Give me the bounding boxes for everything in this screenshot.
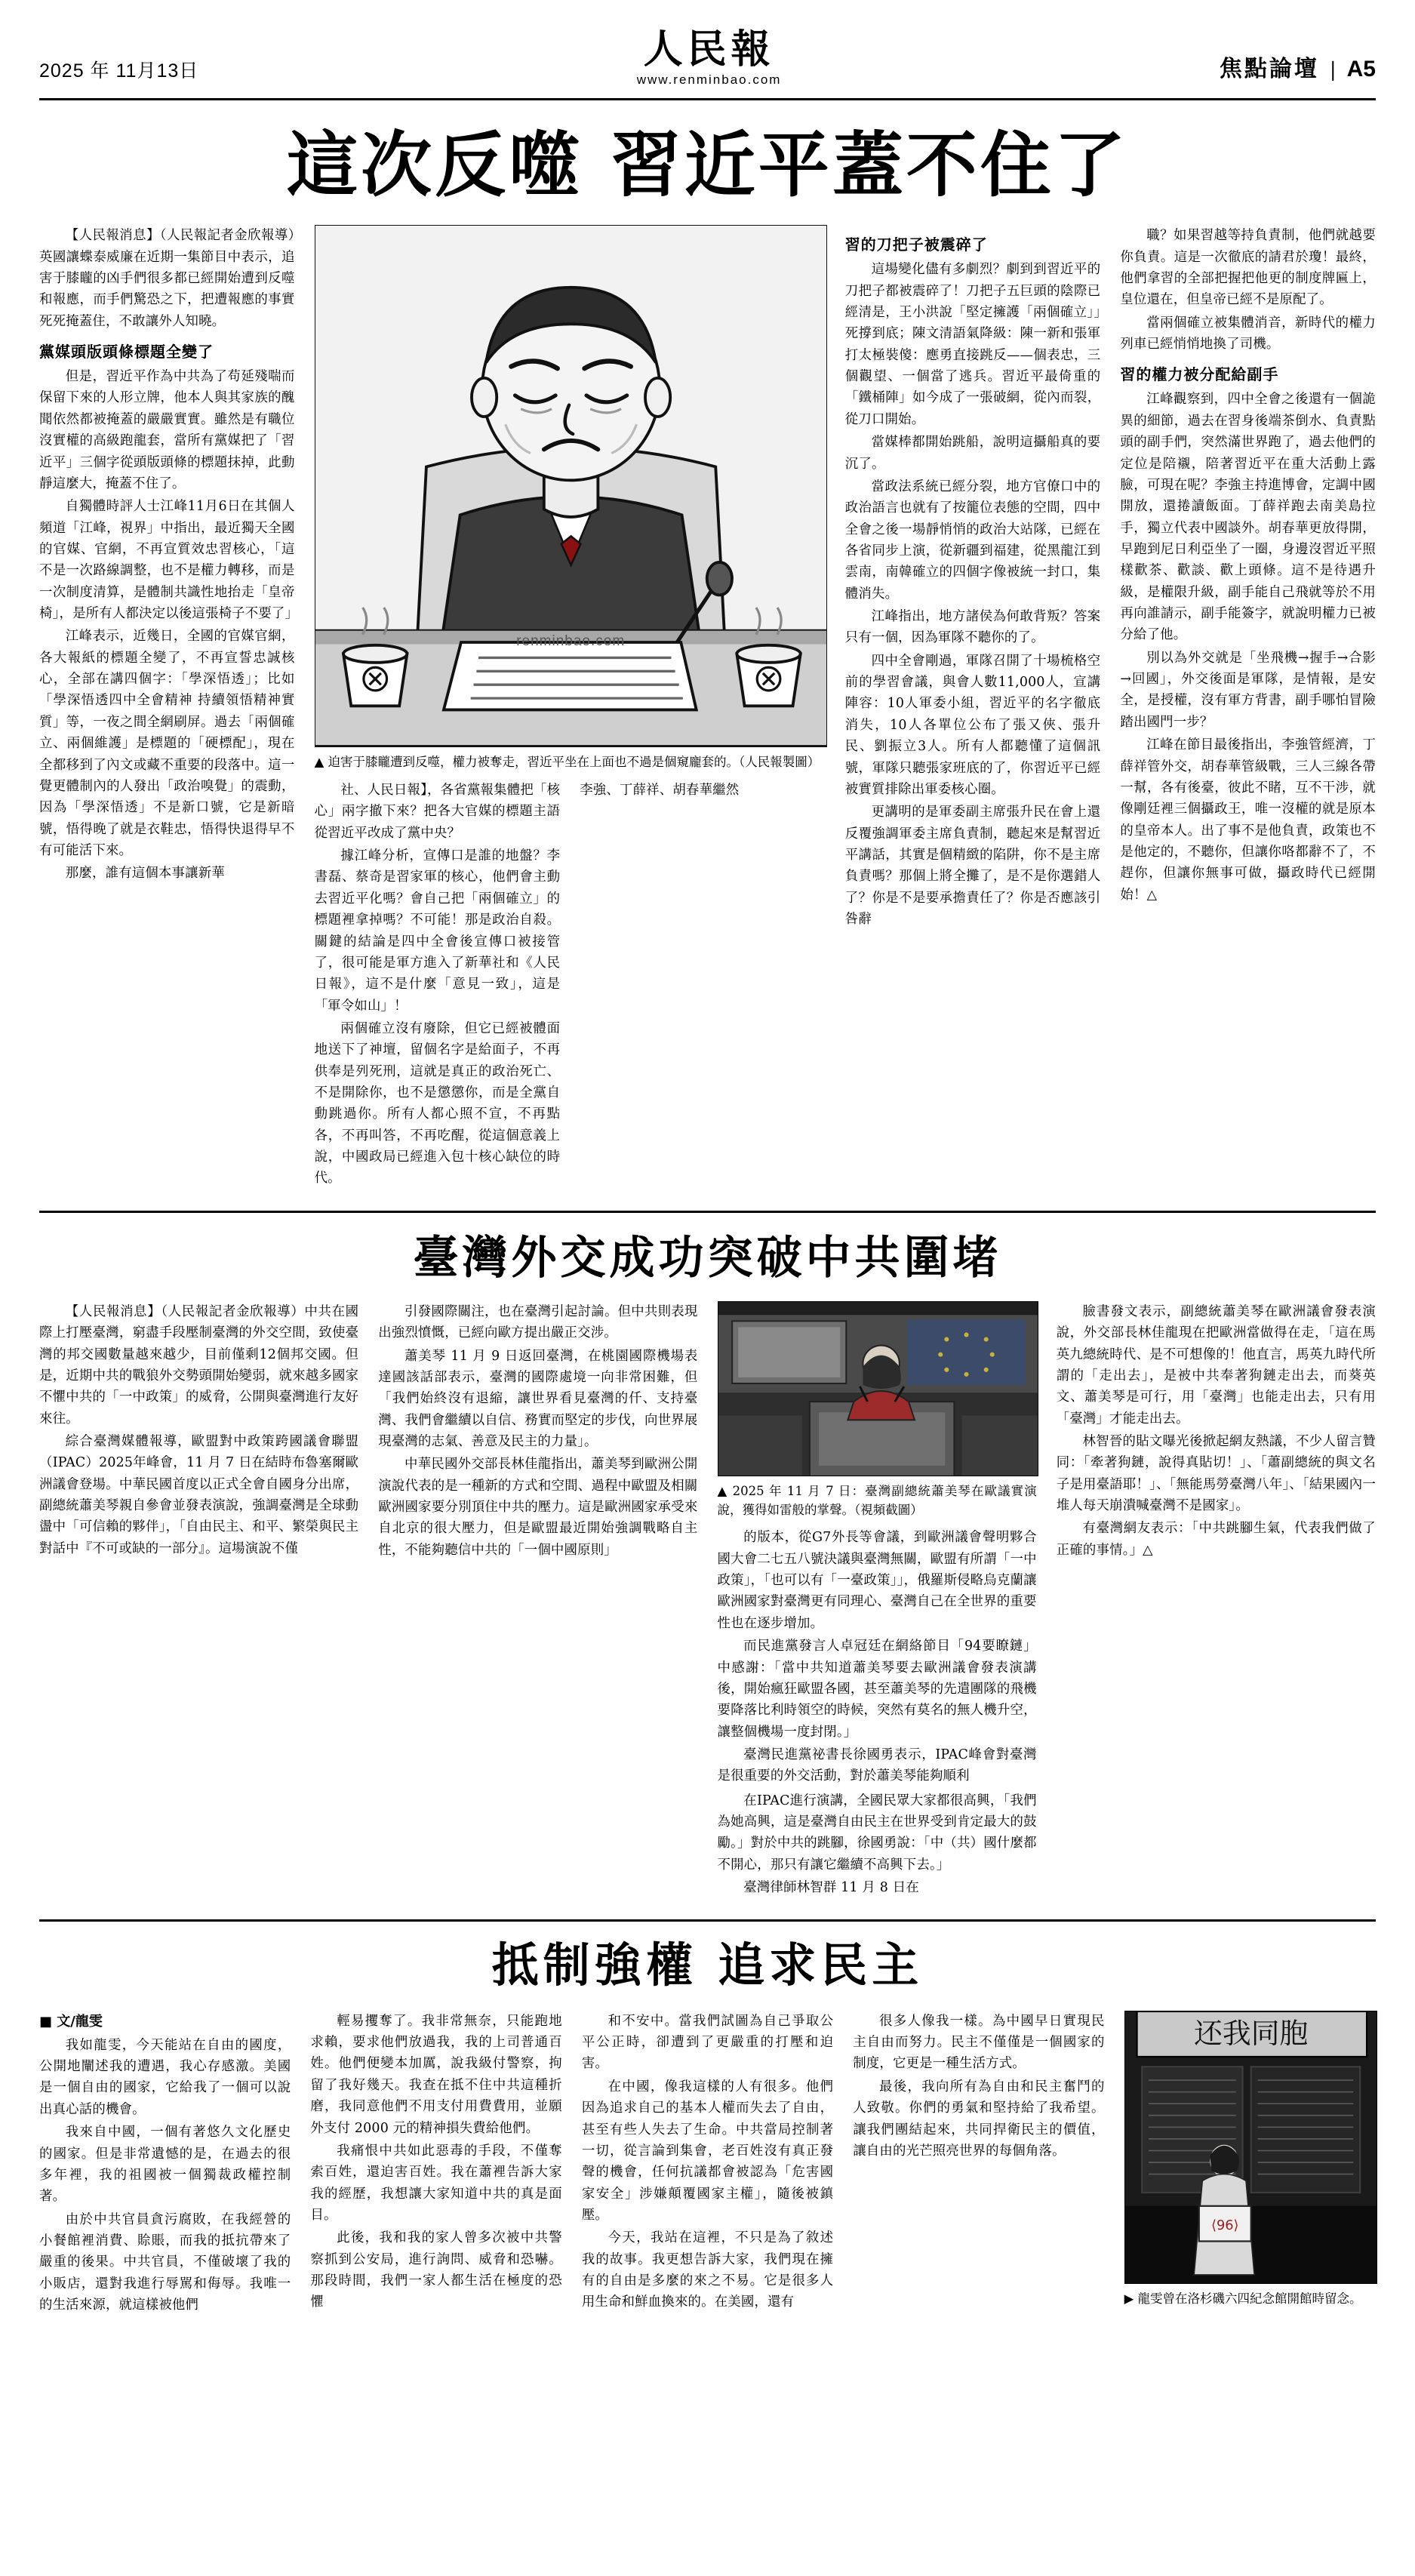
paragraph: 輕易攫奪了。我非常無奈，只能跑地求賴，要求他們放過我，我的上司普通百姓。他們便變本加厲，說我級付警察，拘留了我好幾天。我查在抵不住中共這種折磨，我同意他們不用支付用費費用，並願外支付 2000 元的精神損失費給他們。 — [310, 2013, 562, 2136]
article3-photo-column — [1124, 2011, 1376, 2316]
article1-figure-column — [315, 225, 826, 1191]
section-divider-1 — [39, 1211, 1376, 1213]
paragraph: 自獨體時評人士江峰11月6日在其個人頻道「江峰，視界」中指出，最近獨天全國的官媒、官網，不再宣質效忠習核心，「這不是一次路線調整，也不是權力轉移，而是一次制度清算，是體制共識性地抬走「皇帝椅」，是所有人都決定以後這張椅子不要了」 — [39, 499, 299, 622]
article2-column-4 — [1057, 1301, 1376, 1562]
article2-headline: 臺灣外交成功突破中共圍堵 — [413, 1231, 1002, 1285]
masthead — [39, 27, 1376, 100]
section-divider-2 — [39, 1919, 1376, 1922]
paragraph: 江峰觀察到，四中全會之後還有一個詭異的細節，過去在習身後端茶倒水、負責點頭的副手們，突然滿世界跑了，過去他們的定位是陪襯，陪著習近平在重大活動上露臉，可現在呢？李強主持進博會，定調中國開放，還捲讀飯面。丁薛祥跑去南美島拉手，獨立代表中國談外。胡春華更放得開，早跑到尼日利亞坐了一圈，身邊沒習近平照樣歡茶、歡談、歡上頭條。這不是待遇升級，是權限升級，副手能自己飛就等於不用再向誰請示，副手能簽字，就說明權力已被分給了他。 — [1120, 392, 1376, 643]
article1-column-2 — [315, 780, 561, 1191]
article3-columns — [39, 2011, 1376, 2318]
paragraph: 職？如果習越等持負責制，他們就越要你負責。這是一次徹底的請君於瓊！最終，他們拿習的全部把握把他更的制度牌匾上，皇位還在，但皇帝已經不是原配了。 — [1120, 228, 1376, 308]
paragraph: 我來自中國，一個有著悠久文化歷史的國家。但是非常遺憾的是，在過去的很多年裡，我的祖國被一個獨裁政權控制著。 — [39, 2125, 291, 2205]
paragraph: 江峰表示，近幾日，全國的官媒官網，各大報紙的標題全變了，不再宣誓忠誠核心，全部在講四個字：「學深悟透」；比如「學深悟透四中全會精神 持續領悟精神實質」等，一夜之間全網刷屏。過去「兩個確立、兩個維護」是標題的「硬標配」，現在全都移到了內文或藏不重要的段落中。這一覺更體制內的人發出「政治嗅覺」的震動，因為「學深悟透」不是新口號，它是新暗號，悟得晚了就是衣鞋忠，悟得快退得早不有可能活下來。 — [39, 629, 295, 858]
section-name: 焦點論壇 — [1219, 56, 1319, 82]
article1-figure-caption: ▲ 迫害于膝矓遭到反噬，權力被奪走，習近平坐在上面也不過是個窺龐套的。（人民報製圖） — [314, 755, 820, 770]
paragraph: 臉書發文表示，副總統蕭美琴在歐洲議會發表演說，外交部長林佳龍現在把歐洲當做得在走，「這在馬英九總統時代、是不可想像的！他直言，馬英九時代所謂的「走出去」，是被中共奉著狗鏈走出去，而葵英文、蕭美琴是可行，用「臺灣」也能走出去，只有用「臺灣」才能走出去。 — [1056, 1303, 1376, 1426]
article3-author: ■ 文/龍雯 — [39, 2013, 103, 2030]
article2-columns — [39, 1301, 1376, 1789]
article1-subhead-1: 黨媒頭版頭條標題全變了 — [39, 343, 214, 362]
cartoon-watermark: renminbao.com — [516, 633, 626, 650]
svg-text:还我同胞: 还我同胞 — [1193, 2016, 1308, 2050]
paragraph: 當媒棒都開始跳船，說明這攝船真的要沉了。 — [844, 435, 1101, 472]
article1-sub-columns — [315, 780, 826, 1191]
article1-cartoon-figure — [315, 225, 827, 747]
paragraph: 在中國，像我這樣的人有很多。他們因為追求自己的基本人權而失去了自由，甚至有些人失去了生命。中共當局控制著一切，從言論到集會，老百姓沒有真正發聲的機會，任何抗議都會被認為「危害國家安全」涉嫌顛覆國家主權」，隨後被鎮壓。 — [581, 2079, 834, 2223]
article2-photo — [718, 1301, 1038, 1476]
article3-photo-caption: ▶ 龍雯曾在洛杉磯六四紀念館開館時留念。 — [1124, 2291, 1362, 2306]
paragraph: 綜合臺灣媒體報導，歐盟對中政策跨國議會聯盟（IPAC）2025年峰會，11 月 7 日在結時布魯塞爾歐洲議會登場。中華民國首度以正式全會自國身分出席，副總統蕭美琴親自參會並發表演說，強調臺灣是全球動盪中「可信賴的夥伴」，「自由民主、和平、繁榮與民主對話中『不可或缺的一部分』。這場演說不僅 — [39, 1434, 359, 1556]
article1-subhead-2: 習的刀把子被震碎了 — [844, 235, 988, 254]
article2-column-3-tail — [718, 1790, 1037, 1900]
paragraph: 更講明的是軍委副主席張升民在會上還反覆強調軍委主席負責制，聽起來是幫習近平講話，其實是個精緻的陷阱，你不是主席負責嗎？那個上將全攤了，是不是你選錯人了？你是不是要承擔責任了？你是否應該引咎辭 — [844, 805, 1101, 928]
article2 — [39, 1233, 1376, 1900]
masthead-logo-block — [198, 27, 1220, 88]
article2-tail-columns — [39, 1790, 1376, 1900]
paragraph: 【人民報消息】（人民報記者金欣報導）中共在國際上打壓臺灣，窮盡手段壓制臺灣的外交空間，致使臺灣的邦交國數量越來越少，目前僅剩12個邦交國。但是，近期中共的戰狼外交勢頭開始變弱，就來越多國家不懼中共的「一中政策」的威脅，公開與臺灣進行友好來往。 — [39, 1303, 359, 1426]
article1-columns — [39, 225, 1376, 1191]
photo-parliament-speech — [718, 1302, 1038, 1476]
paragraph: 江峰指出，地方諸侯為何敢背叛？答案只有一個，因為軍隊不聽你的了。 — [844, 609, 1101, 646]
paragraph: 中華民國外交部長林佳龍指出，蕭美琴到歐洲公開演說代表的是一種新的方式和空間、過程中歐盟及相關歐洲國家要分別頂住中共的壓力。這是歐洲國家承受來自北京的很大壓力，但是歐盟最近開始強調戰略自主性，不能夠聽信中共的「一個中國原則」 — [378, 1457, 698, 1558]
paragraph: 這場變化儘有多劇烈？劇到到習近平的刀把子都被震碎了！刀把子五巨頭的陰際已經清是，王小洪說「堅定擁護「兩個確立」」死撐到底；陳文清語氣降級：陳一新和張軍打太極裝傻：應勇直接跳反——個表忠，三個觀望、一個當了逃兵。習近平最倚重的「鐵桶陣」如今成了一張破網，從內而裂，從刀口開始。 — [844, 262, 1101, 427]
paragraph: 今天，我站在這裡，不只是為了敘述我的故事。我更想告訴大家，我們現在擁有的自由是多麼的來之不易。它是很多人用生命和鮮血換來的。在美國，還有 — [581, 2230, 834, 2310]
paragraph: 別以為外交就是「坐飛機→握手→合影→回國」，外交後面是軍隊，是情報，是安全，是授權，沒有軍方背書，副手哪怕冒險踏出國門一步？ — [1120, 650, 1376, 730]
paragraph: 的版本，從G7外長等會議，到歐洲議會聲明夥合國大會二七五八號決議與臺灣無關，歐盟有所謂「一中政策」，「也可以有「一臺政策」」，俄羅斯侵略烏克蘭讓歐洲國家對臺灣更有同理心、臺灣自己在全世界的重要性也在逐步增加。 — [717, 1530, 1037, 1631]
paragraph: 四中全會剛過，軍隊召開了十場梳格空前的學習會議，與會人數11,000人，宣講陣容：10人軍委小組，習近平的名字徹底消失，10人各單位公布了張又俠、張升民、劉振立3人。所有人都聽懂了這個訊號，軍隊只聽張家班底的了，你習近平已經被實質排除出軍委核心圈。 — [844, 653, 1101, 797]
paragraph: 兩個確立沒有廢除，但它已經被體面地送下了神壇，留個名字是給面子，不再供奉是列死刑，這就是真正的政治死亡、不是開除你，也不是懲懲你，而是全黨自動跳過你。所有人都心照不宣，不再點各，不再叫答，不再吃醒，從這個意義上說，中國政局已經進入包十核心缺位的時代。 — [314, 1020, 561, 1186]
paragraph: 最後，我向所有為自由和民主奮鬥的人致敬。你們的勇氣和堅持給了我希望。讓我們團結起來，共同捍衛民主的價值，讓自由的光芒照亮世界的每個角落。 — [853, 2079, 1105, 2159]
paragraph: 【人民報消息】（人民報記者金欣報導）英國讓蝶泰威廉在近期一集節目中表示，追害于膝矓的凶手們很多都已經開始遭到反噬和報應，而手們驚恐之下，把遭報應的事實死死掩蓋住，不敢讓外人知曉。 — [39, 228, 295, 329]
article1-column-4 — [845, 225, 1101, 931]
article1-column-5 — [1120, 225, 1376, 907]
article1-subhead-3: 習的權力被分配給副手 — [1120, 365, 1279, 384]
paragraph: 此後，我和我的家人曾多次被中共警察抓到公安局，進行詢問、威脅和恐嚇。那段時間，我們一家人都生活在極度的恐懼 — [310, 2230, 562, 2310]
paragraph: 臺灣民進黨祕書長徐國勇表示，IPAC峰會對臺灣是很重要的外交活動，對於蕭美琴能夠順利 — [717, 1747, 1037, 1784]
article1-column-1 — [39, 225, 299, 885]
paragraph: 很多人像我一樣。為中國早日實現民主自由而努力。民主不僅僅是一個國家的制度，它更是一種生活方式。 — [853, 2013, 1105, 2072]
paragraph: 李強、丁薛祥、胡春華繼然 — [580, 783, 740, 799]
article1-headline: 這次反噬 習近平蓋不住了 — [287, 125, 1128, 207]
publication-date: 2025 年 11月13日 — [39, 60, 199, 82]
paragraph: 社、人民日報】，各省黨報集體把「核心」兩字撤下來？把各大官媒的標題主語從習近平改成了黨中央？ — [314, 783, 561, 841]
paragraph: 當政法系統已經分裂，地方官僚口中的政治語言也就有了按籠位表態的空間，四中全會之後一場靜悄悄的政治大站隊，已經在各省同步上演，從新疆到福建，從黑龍江到雲南，南韓確立的四個字像被統一封口，集體消失。 — [844, 479, 1101, 602]
paragraph: 據江峰分析，宣傳口是誰的地盤？李書磊、蔡奇是習家軍的核心，他們會主動去習近平化嗎？會自己把「兩個確立」的標題裡拿掉嗎？不可能！那是政治自殺。關鍵的結論是四中全會後宣傳口被接管了，很可能是軍方進入了新華社和《人民日報》，這不是什麼「意見一致」，這是「軍令如山」！ — [314, 848, 561, 1014]
photo-memorial-museum — [1125, 2011, 1377, 2283]
article3-column-2 — [310, 2011, 561, 2315]
article2-column-1 — [39, 1301, 358, 1561]
article3-column-3 — [582, 2011, 833, 2315]
page-number: A5 — [1346, 57, 1376, 82]
paragraph: 臺灣律師林智群 11 月 8 日在 — [743, 1880, 919, 1896]
paragraph: 而民進黨發言人卓冠廷在網絡節目「94要瞭鏈」中感謝：「當中共知道蕭美琴要去歐洲議會發表演講後，開始瘋狂歐盟各國，甚至蕭美琴的先遣團隊的飛機要降落比利時領空的時候，突然有莫名的無人機升空，讓整個機場一度封閉。」 — [717, 1639, 1037, 1740]
newspaper-logo: 人民報 — [643, 27, 775, 72]
article3-column-1 — [39, 2011, 291, 2318]
article3-photo — [1124, 2011, 1377, 2284]
paragraph: 引發國際關注，也在臺灣引起討論。但中共則表現出強烈憤慨，已經向歐方提出嚴正交涉。 — [378, 1303, 698, 1341]
paragraph: 江峰在節目最後指出，李強管經濟，丁薛祥管外交，胡春華管級戰，三人三線各帶一幫，各有後臺，彼此不睹，互不干涉，就像剛廷裡三個攝政王，唯一沒權的就是原本的皇帝本人。出了事不是他負責，政策也不是他定的，不聽你，但讓你咯都辭不了，不趕你，但讓你無事可做，攝政時代已經開始！△ — [1120, 737, 1376, 903]
paragraph: 由於中共官員貪污腐敗，在我經營的小餐館裡消費、賒賬，而我的抵抗帶來了嚴重的後果。中共官員，不僅破壞了我的小販店，還對我進行辱駡和侮辱。我唯一的生活來源，就這樣被他們 — [39, 2211, 291, 2313]
cartoon-illustration — [315, 226, 826, 746]
article2-column-2 — [378, 1301, 697, 1562]
article1-column-3a — [580, 780, 826, 802]
svg-text:⟨96⟩: ⟨96⟩ — [1210, 2217, 1239, 2233]
paragraph: 林智晉的貼文曝光後掀起網友熱議，不少人留言贊同：「牽著狗鏈，說得真貼切！」、「蕭副總統的與文名子是用臺語耶！」、「無能馬勞臺灣八年」、「結果國內一堆人每天崩潰喊臺灣不是國家」。 — [1056, 1434, 1376, 1514]
article3-headline: 抵制強權 追求民主 — [491, 1937, 924, 1993]
paragraph: 有臺灣網友表示：「中共跳腳生氣，代表我們做了正確的事情。」△ — [1056, 1521, 1376, 1558]
paragraph: 那麼，誰有這個本事讓新華 — [65, 866, 225, 882]
newspaper-url: www.renminbao.com — [636, 72, 782, 87]
article3 — [39, 1938, 1376, 2317]
paragraph: 和不安中。當我們試圖為自己爭取公平公正時，卻遭到了更嚴重的打壓和迫害。 — [581, 2013, 834, 2072]
article2-column-3 — [718, 1301, 1037, 1789]
article2-photo-caption: ▲ 2025 年 11 月 7 日：臺灣副總統蕭美琴在歐議實演說，獲得如雷般的掌聲。（視頻截圖） — [717, 1483, 1037, 1517]
section-block — [1220, 50, 1376, 88]
article3-column-4 — [853, 2011, 1104, 2164]
paragraph: 在IPAC進行演講，全國民眾大家都很高興，「我們為她高興，這是臺灣自由民主在世界受到肯定最大的鼓勵。」對於中共的跳腳，徐國勇說：「中（共）國什麼都不開心，那只有讓它繼續不高興下去。」 — [717, 1793, 1037, 1873]
paragraph: 蕭美琴 11 月 9 日返回臺灣，在桃園國際機場表達國該話部表示，臺灣的國際處境一向非常困難，但「我們始終沒有退縮，讓世界看見臺灣的仟、支持臺灣、我們會繼續以自信、務實而堅定的步伐，向世界展現臺灣的志氣、善意及民主的力量」。 — [378, 1348, 698, 1449]
paragraph: 我如龍雯，今天能站在自由的國度，公開地闡述我的遭遇，我心存感激。美國是一個自由的國家，它給我了一個可以說出真心話的機會。 — [39, 2037, 291, 2117]
section-divider: | — [1329, 59, 1337, 82]
paragraph: 我痛恨中共如此惡毒的手段，不僅奪索百姓，還迫害百姓。我在蕭裡告訴大家我的經歷，我想讓大家知道中共的真是面目。 — [310, 2143, 562, 2223]
paragraph: 當兩個確立被集體消音，新時代的權力列車已經悄悄地換了司機。 — [1120, 315, 1376, 352]
paragraph: 但是，習近平作為中共為了苟延殘喘而保留下來的人形立牌，他本人與其家族的醜聞依然都被掩蓋的嚴嚴實實。雖然是有職位沒實權的高級跑龍套，當所有黨媒把了「習近平」三個字從頭版頭條的標題抹掉，此動靜這麼大，掩蓋不住了。 — [39, 369, 295, 491]
